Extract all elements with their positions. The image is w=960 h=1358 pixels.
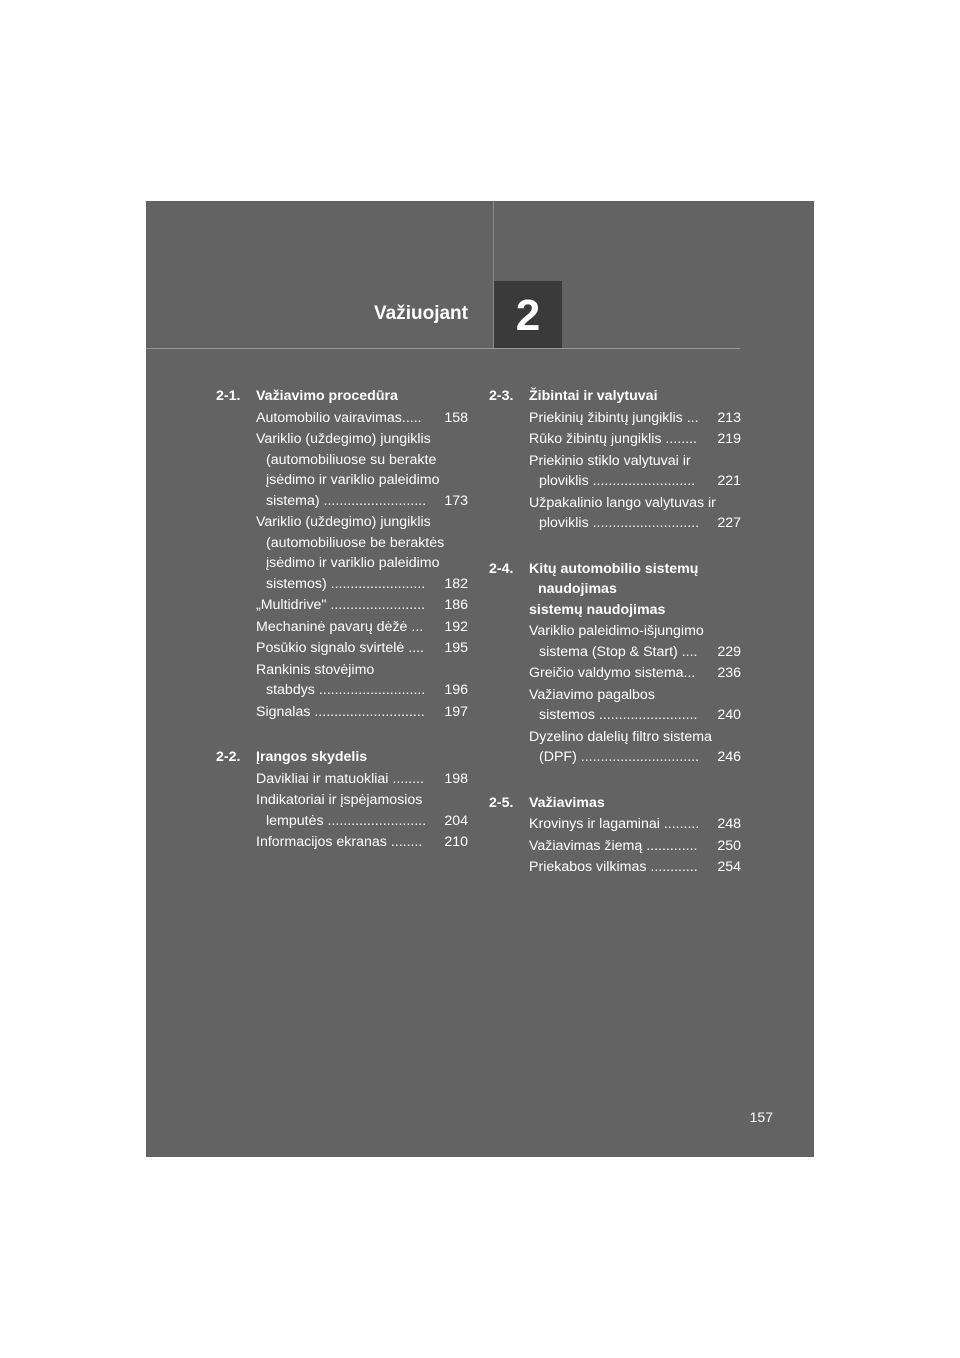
section-title-line: Kitų automobilio sistemų	[529, 560, 699, 577]
toc-entry	[529, 663, 741, 684]
section-title-line: sistemų naudojimas	[529, 601, 666, 618]
toc-entry-text: Priekinių žibintų jungiklis ...	[529, 409, 699, 426]
toc-entry-text: „Multidrive" ........................	[256, 597, 426, 613]
toc-entry	[256, 702, 468, 723]
toc-entry	[256, 660, 468, 701]
toc-entry	[529, 621, 741, 662]
toc-entry-last-line	[529, 513, 741, 534]
toc-entry-text: Posūkio signalo svirtelė ....	[256, 640, 424, 656]
section-heading	[216, 747, 468, 768]
section-title-line: Įrangos skydelis	[256, 749, 368, 765]
leader-dots	[426, 491, 444, 512]
leader-dots	[695, 663, 717, 684]
section-title	[256, 747, 468, 768]
toc-entry-line: Indikatoriai ir įspėjamosios	[256, 792, 423, 808]
toc-entry-last-line	[529, 814, 741, 835]
toc-entry-last-line	[529, 836, 741, 857]
toc-entry-line: Variklio (uždegimo) jungiklis	[256, 431, 431, 447]
toc-entry	[529, 857, 741, 878]
toc-entry-text: Automobilio vairavimas.....	[256, 409, 422, 426]
toc-entry-text: ploviklis ...........................	[539, 515, 700, 531]
toc-entry-line: (automobiliuose su berakte	[266, 451, 437, 468]
toc-entry-text: Mechaninė pavarų dėžė ...	[256, 618, 424, 635]
toc-entry-last-line	[256, 832, 468, 853]
toc-page-ref: 250	[717, 837, 741, 854]
toc-entry	[529, 836, 741, 857]
toc-entry-text: Davikliai ir matuokliai ........	[256, 770, 424, 787]
section-entries	[216, 408, 468, 723]
toc-entry-text: lemputės .........................	[266, 812, 427, 829]
leader-dots	[425, 574, 444, 595]
toc-entry-text: Informacijos ekranas ........	[256, 834, 423, 850]
toc-entry-text: Krovinys ir lagaminai .........	[529, 816, 700, 832]
toc-page-ref: 227	[717, 515, 741, 531]
section-title	[256, 386, 468, 407]
toc-page-ref: 210	[444, 834, 468, 850]
toc-entry-last-line	[529, 747, 741, 768]
toc-page-ref: 186	[444, 597, 468, 613]
toc-entry-line: Važiavimo pagalbos	[529, 686, 655, 703]
toc-page-ref: 158	[444, 409, 468, 426]
toc-entry-text: Signalas ............................	[256, 703, 425, 720]
toc-entry-last-line	[256, 680, 468, 701]
toc-entry-line: Rankinis stovėjimo	[256, 661, 375, 678]
toc-page-ref: 240	[717, 707, 741, 723]
toc-entry	[529, 451, 741, 492]
section-number: 2-1.	[216, 388, 241, 404]
toc-page-ref: 246	[717, 749, 741, 765]
toc-page-ref: 254	[717, 859, 741, 875]
leader-dots	[697, 642, 717, 663]
toc-page-ref: 195	[444, 640, 468, 656]
toc-entry	[529, 408, 741, 429]
toc-right-column	[489, 386, 741, 883]
section-entries	[216, 769, 468, 853]
toc-page-ref: 213	[717, 409, 741, 426]
toc-entry-last-line	[256, 811, 468, 832]
toc-page-ref: 219	[717, 431, 741, 447]
toc-entry-line: įsėdimo ir variklio paleidimo	[266, 472, 440, 488]
toc-page-ref: 198	[444, 770, 468, 787]
toc-page-ref: 229	[717, 643, 741, 660]
section-title	[529, 559, 741, 621]
toc-entry-text: sistemos) ........................	[266, 575, 426, 592]
toc-entry-line: Dyzelino dalelių filtro sistema	[529, 728, 712, 745]
toc-entry-line: Priekinio stiklo valytuvai ir	[529, 452, 691, 469]
toc-entry-line: įsėdimo ir variklio paleidimo	[266, 555, 440, 571]
toc-entry-line: (automobiliuose be beraktės	[266, 534, 445, 551]
toc-entry-text: sistema) ..........................	[266, 492, 427, 509]
toc-entry	[256, 595, 468, 616]
toc-entry-text: Priekabos vilkimas ............	[529, 859, 698, 875]
toc-page-ref: 196	[444, 682, 468, 698]
toc-section	[216, 386, 468, 722]
toc-entry-line: Variklio (uždegimo) jungiklis	[256, 514, 431, 530]
toc-entry-last-line	[529, 642, 741, 663]
toc-entry-last-line	[256, 408, 468, 429]
section-heading	[489, 386, 741, 407]
toc-entry-last-line	[256, 769, 468, 790]
section-title-line: Žibintai ir valytuvai	[529, 388, 658, 404]
section-entries	[489, 408, 741, 534]
leader-dots	[698, 857, 718, 878]
leader-dots	[699, 408, 718, 429]
toc-entry	[256, 832, 468, 853]
leader-dots	[699, 814, 717, 835]
toc-page-ref: 182	[444, 575, 468, 592]
toc-entry-last-line	[529, 471, 741, 492]
toc-entry	[256, 617, 468, 638]
toc-entry-last-line	[256, 702, 468, 723]
toc-entry	[529, 429, 741, 450]
toc-page-ref: 236	[717, 665, 741, 681]
section-heading	[489, 559, 741, 621]
leader-dots	[423, 617, 444, 638]
section-number: 2-5.	[489, 794, 514, 811]
toc-entry	[529, 493, 741, 534]
toc-entry	[256, 408, 468, 429]
toc-page-ref: 173	[444, 492, 468, 509]
leader-dots	[422, 408, 445, 429]
toc-entry	[529, 727, 741, 768]
toc-entry	[256, 429, 468, 511]
chapter-title: Važiuojant	[374, 303, 468, 324]
leader-dots	[425, 680, 444, 701]
toc-entry-text: sistema (Stop & Start) ....	[539, 643, 698, 660]
toc-left-column	[216, 386, 468, 858]
section-gap	[489, 773, 741, 793]
toc-entry-last-line	[529, 857, 741, 878]
toc-entry-last-line	[529, 429, 741, 450]
toc-section	[216, 747, 468, 853]
header-horizontal-divider	[146, 348, 740, 349]
section-number: 2-2.	[216, 749, 241, 765]
section-title-line: Važiavimas	[529, 794, 605, 811]
leader-dots	[425, 595, 444, 616]
leader-dots	[699, 513, 717, 534]
toc-entry-line: Variklio paleidimo-išjungimo	[529, 623, 704, 639]
toc-entry-last-line	[529, 408, 741, 429]
leader-dots	[697, 705, 717, 726]
leader-dots	[425, 702, 445, 723]
toc-entry-last-line	[256, 574, 468, 595]
toc-entry-text: Rūko žibintų jungiklis ........	[529, 431, 697, 447]
toc-entry	[256, 790, 468, 831]
toc-entry	[256, 769, 468, 790]
section-title-line: naudojimas	[538, 581, 617, 597]
section-title-line: Važiavimo procedūra	[256, 388, 398, 404]
toc-entry-last-line	[529, 663, 741, 684]
section-gap	[216, 727, 468, 747]
toc-entry-last-line	[256, 617, 468, 638]
toc-entry	[256, 638, 468, 659]
leader-dots	[697, 429, 717, 450]
chapter-number: 2	[515, 291, 541, 340]
toc-page-ref: 192	[444, 618, 468, 635]
leader-dots	[422, 832, 444, 853]
section-number: 2-3.	[489, 388, 514, 404]
toc-entry-text: (DPF) ..............................	[539, 749, 700, 765]
section-entries	[489, 621, 741, 768]
leader-dots	[426, 811, 444, 832]
toc-entry-text: stabdys ...........................	[266, 682, 426, 698]
section-heading	[216, 386, 468, 407]
section-entries	[489, 814, 741, 878]
toc-entry	[256, 512, 468, 594]
toc-entry	[529, 814, 741, 835]
toc-entry-text: sistemos .........................	[539, 707, 698, 723]
toc-section	[489, 793, 741, 878]
toc-page-ref: 204	[444, 812, 468, 829]
toc-section	[489, 386, 741, 534]
leader-dots	[697, 836, 717, 857]
section-title	[529, 386, 741, 407]
toc-entry	[529, 685, 741, 726]
leader-dots	[695, 471, 717, 492]
toc-page-ref: 197	[444, 703, 468, 720]
section-title	[529, 793, 741, 814]
section-number: 2-4.	[489, 560, 514, 577]
chapter-number-box	[494, 281, 562, 348]
toc-entry-text: Važiavimas žiemą .............	[529, 837, 698, 854]
section-heading	[489, 793, 741, 814]
toc-page-ref: 221	[717, 473, 741, 489]
toc-entry-text: ploviklis ..........................	[539, 473, 696, 489]
toc-entry-last-line	[529, 705, 741, 726]
toc-section	[489, 559, 741, 768]
toc-entry-line: Užpakalinio lango valytuvas ir	[529, 494, 716, 511]
leader-dots	[699, 747, 717, 768]
leader-dots	[424, 769, 444, 790]
toc-entry-last-line	[256, 595, 468, 616]
leader-dots	[424, 638, 444, 659]
toc-entry-last-line	[256, 491, 468, 512]
page-number: 157	[749, 1109, 773, 1125]
toc-entry-last-line	[256, 638, 468, 659]
toc-entry-text: Greičio valdymo sistema...	[529, 665, 696, 681]
section-gap	[489, 539, 741, 559]
toc-page-ref: 248	[717, 816, 741, 832]
